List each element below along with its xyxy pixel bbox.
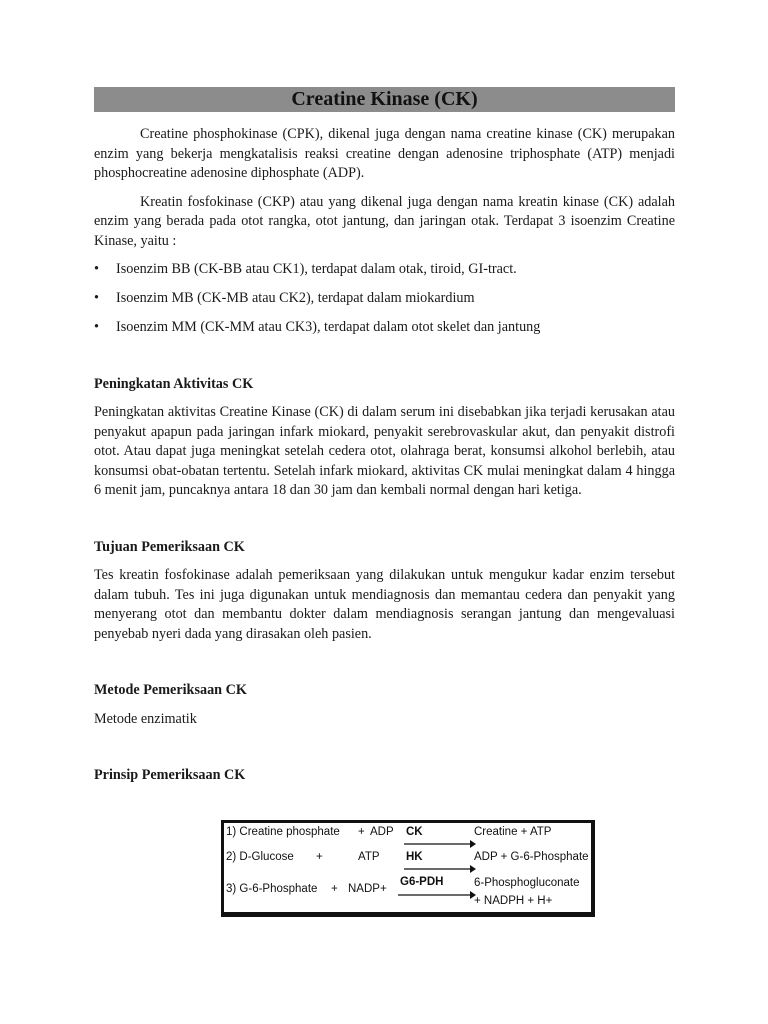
section-heading-tujuan: Tujuan Pemeriksaan CK [94, 538, 245, 555]
document-page [94, 87, 675, 786]
page-title: Creatine Kinase (CK) [94, 87, 675, 112]
intro-paragraph-ckp: Kreatin fosfokinase (CKP) atau yang dikenal juga dengan nama kreatin kinase (CK) adalah enzim yang berada pada otot rangka, otot jantung, dan jaringan otak. Terdapat 3 isoenzim Creatine Kinase, yaitu : [94, 193, 675, 249]
arrow-right-icon [404, 864, 476, 874]
reaction-lhs-1: 1) Creatine phosphate [226, 826, 340, 838]
list-item [94, 260, 675, 280]
section-heading-peningkatan: Peningkatan Aktivitas CK [94, 375, 254, 392]
section-body-metode: Metode enzimatik [94, 710, 197, 727]
reaction-product: Creatine + ATP [474, 826, 552, 838]
reaction-lhs-2: ATP [358, 851, 380, 863]
bullet-icon: • [94, 319, 99, 335]
list-item [94, 289, 675, 309]
reaction-row-2 [224, 851, 591, 871]
isoenzyme-list [94, 260, 675, 338]
reaction-scheme [221, 820, 595, 917]
intro-paragraph-cpk: Creatine phosphokinase (CPK), dikenal juga dengan nama creatine kinase (CK) merupakan enzim yang bekerja mengkatalisis reaksi creatine dengan adenosine triphosphate (ATP) menjadi phosphocreatine adenosine diphosphate (ADP). [94, 126, 675, 181]
section-body-tujuan: Tes kreatin fosfokinase adalah pemeriksaan yang dilakukan untuk mengukur kadar enzim tersebut dalam tubuh. Tes ini juga digunakan untuk mendiagnosis dan memantau cedera dan penyakit yang menyerang otot dan membantu dokter dalam mendiagnosis serangan jantung dan mengevaluasi penyebab nyeri dada yang dirasakan oleh pasien. [94, 567, 675, 642]
reaction-lhs-2: NADP+ [348, 883, 387, 895]
bullet-icon: • [94, 290, 99, 306]
list-item-text: Isoenzim MM (CK-MM atau CK3), terdapat dalam otot skelet dan jantung [116, 319, 541, 335]
enzyme-label-hk: HK [406, 851, 423, 863]
enzyme-label-ck: CK [406, 826, 423, 838]
reaction-product: ADP + G-6-Phosphate [474, 851, 589, 863]
reaction-lhs-1: 3) G-6-Phosphate [226, 883, 318, 895]
reaction-plus: + [358, 826, 365, 838]
reaction-lhs-1: 2) D-Glucose [226, 851, 294, 863]
reaction-plus: + [331, 883, 338, 895]
reaction-plus: + [316, 851, 323, 863]
reaction-product: 6-Phosphogluconate [474, 877, 580, 889]
arrow-right-icon [398, 890, 476, 900]
bullet-icon: • [94, 261, 99, 277]
list-item [94, 318, 675, 338]
section-heading-prinsip: Prinsip Pemeriksaan CK [94, 767, 246, 783]
reaction-lhs-2: ADP [370, 826, 394, 838]
list-item-text: Isoenzim BB (CK-BB atau CK1), terdapat dalam otak, tiroid, GI-tract. [116, 261, 517, 277]
reaction-row-1 [224, 826, 591, 846]
section-body-peningkatan: Peningkatan aktivitas Creatine Kinase (CK) di dalam serum ini disebabkan jika terjadi kerusakan atau penyakut apapun pada jaringan infark miokard, penyakit serebrovaskular akut, dan penyakit distrofi otot. Atau dapat juga meningkat setelah cedera otot, olahraga berat, konsumsi alkohol berlebih, atau konsumsi obat-obatan tertentu. Setelah infark miokard, aktivitas CK mulai meningkat dalam 4 hingga 6 menit jam, puncaknya antara 18 dan 30 jam dan kembali normal dengan hari ketiga. [94, 404, 675, 498]
list-item-text: Isoenzim MB (CK-MB atau CK2), terdapat dalam miokardium [116, 290, 475, 306]
section-heading-metode: Metode Pemeriksaan CK [94, 682, 247, 698]
reaction-product-secondary: + NADPH + H+ [474, 895, 553, 907]
reaction-row-3 [224, 877, 591, 913]
enzyme-label-g6pdh: G6-PDH [400, 876, 444, 888]
arrow-right-icon [404, 839, 476, 849]
